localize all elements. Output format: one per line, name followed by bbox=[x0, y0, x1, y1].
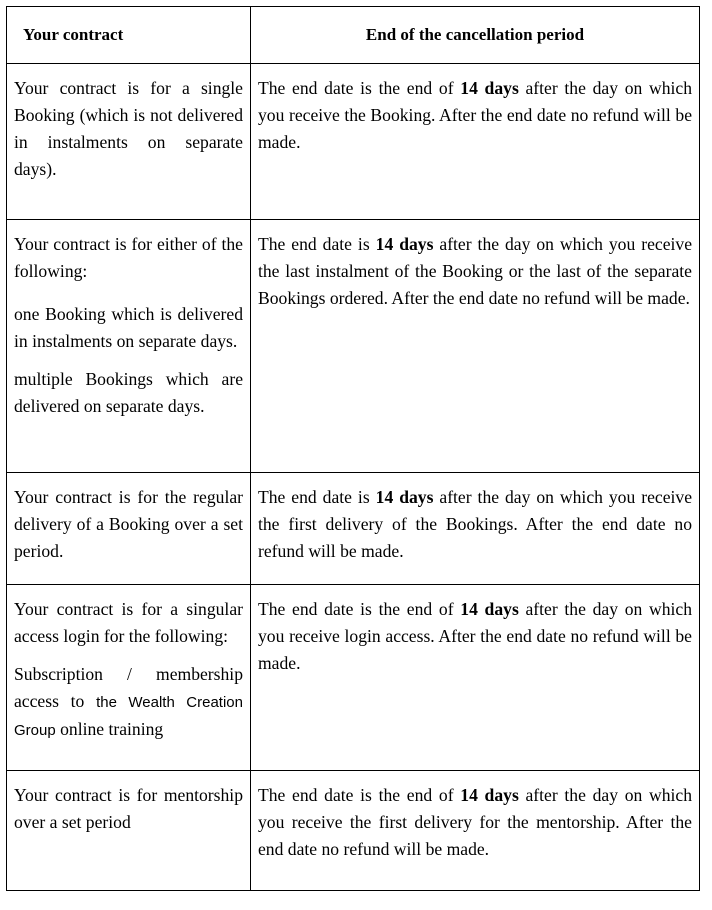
table-row bbox=[7, 220, 700, 473]
end-period-cell bbox=[251, 585, 700, 771]
end-period-cell bbox=[251, 220, 700, 473]
end-period-text: The end date is 14 days after the day on which you receive the last instalment of the Booking or the last of the separate Bookings ordered. After the end date no refund will be made. bbox=[258, 234, 693, 308]
table-row bbox=[7, 473, 700, 585]
table-row bbox=[7, 771, 700, 891]
contract-cell bbox=[7, 473, 251, 585]
table-row bbox=[7, 585, 700, 771]
header-your-contract: Your contract bbox=[7, 7, 251, 64]
contract-cell bbox=[7, 771, 251, 891]
contract-text: Your contract is for a singular access login for the following: bbox=[14, 599, 243, 646]
end-period-text: The end date is the end of 14 days after the day on which you receive the first delivery for the mentorship. After the end date no refund will be made. bbox=[258, 785, 693, 859]
contract-text-mixed: Subscription / membership access to the Wealth Creation Group online training bbox=[14, 664, 243, 739]
contract-text: Your contract is for the regular delivery of a Booking over a set period. bbox=[14, 487, 243, 561]
header-end-of-period: End of the cancellation period bbox=[251, 7, 700, 64]
end-period-cell bbox=[251, 473, 700, 585]
end-period-text: The end date is 14 days after the day on which you receive the first delivery of the Bookings. After the end date no refund will be made. bbox=[258, 487, 693, 561]
end-period-text: The end date is the end of 14 days after the day on which you receive login access. After the end date no refund will be made. bbox=[258, 599, 693, 673]
contract-text: Your contract is for mentorship over a set period bbox=[14, 785, 243, 832]
header-row bbox=[7, 7, 700, 64]
contract-text: one Booking which is delivered in instalments on separate days. bbox=[14, 304, 243, 351]
contract-text: Your contract is for either of the following: bbox=[14, 234, 243, 281]
end-period-text: The end date is the end of 14 days after the day on which you receive the Booking. After the end date no refund will be made. bbox=[258, 78, 693, 152]
cancellation-table bbox=[6, 6, 700, 891]
table-row bbox=[7, 64, 700, 220]
contract-cell bbox=[7, 64, 251, 220]
contract-cell bbox=[7, 585, 251, 771]
end-period-cell bbox=[251, 771, 700, 891]
end-period-cell bbox=[251, 64, 700, 220]
contract-text: multiple Bookings which are delivered on separate days. bbox=[14, 369, 243, 416]
contract-cell bbox=[7, 220, 251, 473]
contract-text: Your contract is for a single Booking (which is not delivered in instalments on separate days). bbox=[14, 78, 243, 179]
